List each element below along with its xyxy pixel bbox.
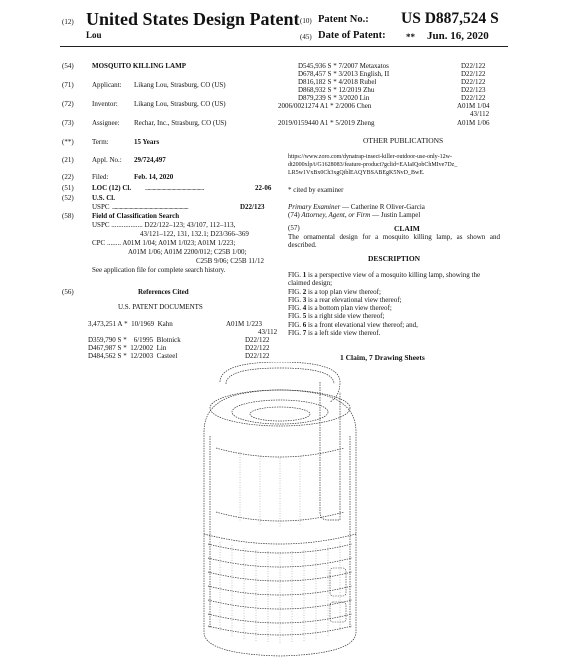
code: (71)	[62, 81, 74, 89]
description-title: DESCRIPTION	[368, 254, 421, 263]
table-row-class: A01M 1/223	[226, 320, 262, 328]
table-row: D359,790 S * 6/1995 Blotnick	[88, 336, 181, 344]
code: (21)	[62, 156, 74, 164]
table-row-class: D22/122	[461, 94, 486, 102]
table-row: 2006/0021274 A1 * 2/2006 Chen	[278, 102, 372, 110]
list-item: FIG. 3 is a rear elevational view thereof;	[288, 295, 402, 304]
table-row-class: 43/112	[470, 110, 490, 118]
attorney: (74) Attorney, Agent, or Firm — Justin Lampel	[288, 211, 421, 219]
references-title: References Cited	[138, 288, 189, 296]
table-row: D879,239 S * 3/2020 Lin	[298, 94, 370, 102]
primary-examiner: Primary Examiner — Catherine R Oliver-Garcia	[288, 203, 425, 211]
patent-number: US D887,524 S	[401, 10, 499, 27]
list-item: FIG. 1 is a perspective view of a mosquito killing lamp, showing the claimed design;	[288, 271, 481, 288]
classification-line: 43/121–122, 131, 132.1; D23/366–369	[140, 230, 249, 238]
table-row: 2019/0159440 A1 * 5/2019 Zheng	[278, 119, 375, 127]
code: (22)	[62, 173, 74, 181]
inventor-surname: Lou	[86, 30, 102, 40]
code: (52)	[62, 194, 74, 202]
description-list	[288, 271, 500, 337]
classification-line: See application file for complete search history.	[92, 266, 226, 274]
applicant: Likang Lou, Strasburg, CO (US)	[134, 81, 226, 89]
other-publication-link[interactable]: https://www.zoro.com/dynatrap-insect-killer-outdoor-use-only-12w- dt2000xlp/i/G1628083/feature-product?gclid=EAIaIQobChMIve7Dz_ LR5w1VxBx0Ch3xgQiblEAQYBSABEgK5NvD_BwE.	[288, 154, 458, 176]
header-rule	[60, 46, 508, 47]
table-row-class: A01M 1/06	[457, 119, 490, 127]
code: (73)	[62, 119, 74, 127]
field-label: USPC	[92, 203, 110, 211]
claim-title: CLAIM	[394, 224, 420, 233]
list-item: FIG. 7 is a left side view thereof.	[288, 329, 381, 338]
filed-date: Feb. 14, 2020	[134, 173, 174, 181]
table-row: D545,936 S * 7/2007 Metaxatos	[298, 62, 389, 70]
field-label: Field of Classification Search	[92, 212, 180, 220]
mosquito-lamp-drawing	[180, 362, 380, 660]
table-row-class: D22/122	[461, 78, 486, 86]
table-row-class: D22/122	[245, 336, 270, 344]
table-row: D484,562 S * 12/2003 Casteel	[88, 352, 178, 360]
list-item: FIG. 6 is a front elevational view thereof; and,	[288, 320, 418, 329]
table-row-class: A01M 1/04	[457, 102, 490, 110]
table-row-class: D22/122	[245, 352, 270, 360]
patent-type-title: United States Design Patent	[86, 9, 300, 29]
field-label: U.S. Cl.	[92, 194, 115, 202]
code-45: (45)	[300, 33, 312, 41]
classification-line: A01M 1/06; A01M 2200/012; C25B 1/00;	[128, 248, 247, 256]
code-10: (10)	[300, 17, 312, 25]
table-row-class: D22/122	[461, 62, 486, 70]
field-label: Appl. No.:	[92, 156, 122, 164]
field-label: Applicant:	[92, 81, 122, 89]
field-label: Term:	[92, 138, 109, 146]
code: (72)	[62, 100, 74, 108]
table-row-class: 43/112	[258, 328, 278, 336]
cited-by-examiner: * cited by examiner	[288, 186, 344, 194]
leader-dots: ...............................................	[145, 184, 204, 192]
date-label: Date of Patent:	[318, 30, 386, 41]
leader-dots: .............................................................	[112, 203, 189, 211]
us-patent-docs-title: U.S. PATENT DOCUMENTS	[118, 303, 203, 311]
code: (56)	[62, 288, 74, 296]
claims-summary: 1 Claim, 7 Drawing Sheets	[340, 353, 425, 362]
patent-no-label: Patent No.:	[318, 14, 369, 25]
term: 15 Years	[134, 138, 160, 146]
title-of-design: MOSQUITO KILLING LAMP	[92, 62, 186, 70]
code: (57)	[288, 224, 300, 232]
loc-class: 22-06	[255, 184, 272, 192]
application-number: 29/724,497	[134, 156, 166, 164]
code: (58)	[62, 212, 74, 220]
table-row-class: D22/122	[461, 70, 486, 78]
classification-line: USPC .................. D22/122–123; 43/107, 112–113,	[92, 221, 236, 229]
table-row-class: D22/123	[461, 86, 486, 94]
claim-text: The ornamental design for a mosquito killing lamp, as shown and described.	[288, 233, 500, 250]
field-label: LOC (12) Cl.	[92, 184, 132, 192]
code: (**)	[62, 138, 74, 146]
kind-code-12: (12)	[62, 18, 74, 26]
list-item: FIG. 2 is a top plan view thereof;	[288, 287, 381, 296]
list-item: FIG. 5 is a right side view thereof;	[288, 312, 385, 321]
list-item: FIG. 4 is a bottom plan view thereof;	[288, 304, 392, 313]
table-row: D678,457 S * 3/2013 English, II	[298, 70, 390, 78]
table-row: 3,473,251 A * 10/1969 Kahn	[88, 320, 173, 328]
uspc-class: D22/123	[240, 203, 265, 211]
code: (51)	[62, 184, 74, 192]
table-row: D816,182 S * 4/2018 Rubel	[298, 78, 377, 86]
table-row-class: D22/122	[245, 344, 270, 352]
field-label: Assignee:	[92, 119, 120, 127]
date-stars: **	[406, 32, 415, 42]
code: (54)	[62, 62, 74, 70]
field-label: Filed:	[92, 173, 109, 181]
inventor: Likang Lou, Strasburg, CO (US)	[134, 100, 226, 108]
patent-date: Jun. 16, 2020	[427, 30, 489, 42]
table-row: D467,987 S * 12/2002 Lin	[88, 344, 167, 352]
other-publications-title: OTHER PUBLICATIONS	[363, 136, 444, 145]
field-label: Inventor:	[92, 100, 118, 108]
classification-line: C25B 9/06; C25B 11/12	[196, 257, 265, 265]
classification-line: CPC ........ A01M 1/04; A01M 1/023; A01M 1/223;	[92, 239, 236, 247]
assignee: Rechar, Inc., Strasburg, CO (US)	[134, 119, 227, 127]
table-row: D868,932 S * 12/2019 Zhu	[298, 86, 375, 94]
